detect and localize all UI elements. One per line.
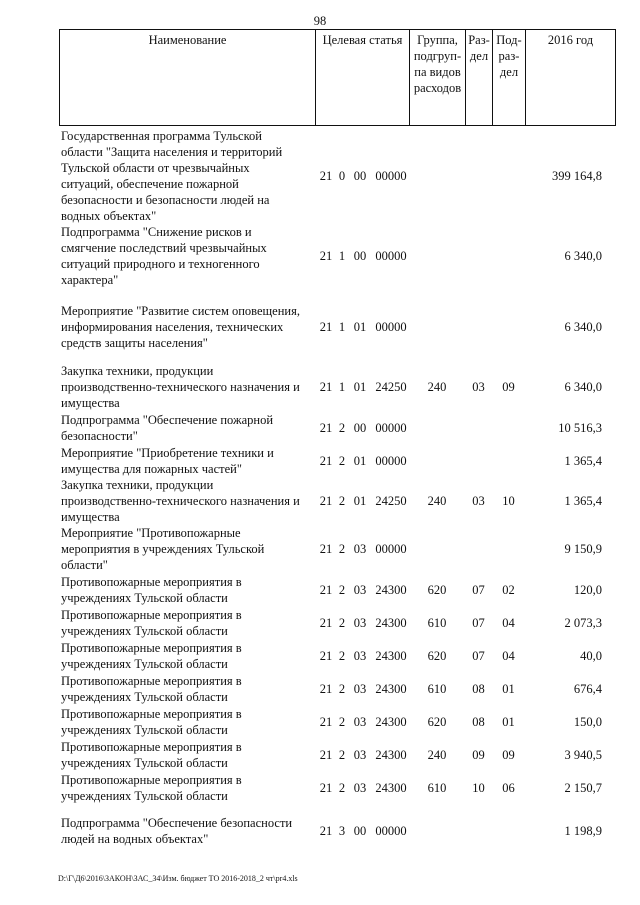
row-name: Подпрограмма "Снижение рисков и смягчение последствий чрезвычайных ситуаций природного и техногенного характера" xyxy=(61,225,267,287)
target-measure: 03 xyxy=(353,615,367,630)
target-subprogram: 2 xyxy=(338,714,346,729)
expense-group: 610 xyxy=(427,615,447,630)
target-direction: 24300 xyxy=(375,747,407,762)
table-header xyxy=(59,29,616,126)
target-direction: 00000 xyxy=(375,823,407,838)
target-subprogram: 2 xyxy=(338,780,346,795)
amount-2016: 6 340,0 xyxy=(564,249,602,263)
target-program: 21 xyxy=(319,648,333,663)
row-name: Противопожарные мероприятия в учреждениях Тульской области xyxy=(61,574,242,605)
expense-group: 610 xyxy=(427,681,447,696)
header-section: Раз- дел xyxy=(466,30,493,125)
target-direction: 00000 xyxy=(375,320,407,334)
target-program: 21 xyxy=(319,169,333,183)
table-row xyxy=(59,606,616,639)
amount-2016: 40,0 xyxy=(580,648,602,663)
table-row xyxy=(59,363,616,411)
target-measure: 00 xyxy=(353,420,367,435)
header-group: Группа, подгруп- па видов расходов xyxy=(410,30,466,125)
amount-2016: 1 365,4 xyxy=(564,494,602,508)
amount-2016: 2 150,7 xyxy=(564,780,602,795)
amount-2016: 9 150,9 xyxy=(564,542,602,556)
table-row xyxy=(59,477,616,525)
target-subprogram: 2 xyxy=(338,420,346,435)
row-name: Мероприятие "Приобретение техники и имущества для пожарных частей" xyxy=(61,445,274,476)
table-row xyxy=(59,525,616,573)
target-measure: 03 xyxy=(353,780,367,795)
target-subprogram: 1 xyxy=(338,380,346,394)
target-subprogram: 2 xyxy=(338,453,346,468)
expense-group: 240 xyxy=(427,747,447,762)
target-program: 21 xyxy=(319,681,333,696)
target-program: 21 xyxy=(319,249,333,263)
target-subprogram: 2 xyxy=(338,615,346,630)
section-code: 07 xyxy=(472,615,485,630)
page-number: 98 xyxy=(313,14,327,28)
target-program: 21 xyxy=(319,780,333,795)
target-measure: 01 xyxy=(353,494,367,508)
target-subprogram: 0 xyxy=(338,169,346,183)
row-name: Противопожарные мероприятия в учреждениях Тульской области xyxy=(61,673,242,704)
table-row xyxy=(59,573,616,606)
row-name: Мероприятие "Противопожарные мероприятия в учреждениях Тульской области" xyxy=(61,526,265,572)
header-subsection: Под- раз- дел xyxy=(493,30,526,125)
expense-group: 620 xyxy=(427,582,447,597)
target-direction: 24300 xyxy=(375,582,407,597)
table-row xyxy=(59,224,616,288)
table-row xyxy=(59,128,616,224)
target-subprogram: 1 xyxy=(338,249,346,263)
target-direction: 00000 xyxy=(375,169,407,183)
subsection-code: 09 xyxy=(502,380,515,394)
subsection-code: 09 xyxy=(502,747,515,762)
target-direction: 24300 xyxy=(375,648,407,663)
section-code: 09 xyxy=(472,747,485,762)
section-code: 03 xyxy=(472,494,485,508)
subsection-code: 10 xyxy=(502,494,515,508)
target-subprogram: 2 xyxy=(338,582,346,597)
row-name: Противопожарные мероприятия в учреждениях Тульской области xyxy=(61,607,242,638)
subsection-code: 01 xyxy=(502,681,515,696)
target-measure: 01 xyxy=(353,380,367,394)
section-code: 08 xyxy=(472,681,485,696)
amount-2016: 1 365,4 xyxy=(564,453,602,468)
amount-2016: 120,0 xyxy=(573,582,602,597)
header-name: Наименование xyxy=(60,30,316,125)
header-target: Целевая статья xyxy=(316,30,410,125)
table-row xyxy=(59,814,616,847)
amount-2016: 2 073,3 xyxy=(564,615,602,630)
target-measure: 03 xyxy=(353,714,367,729)
table-row xyxy=(59,411,616,444)
target-program: 21 xyxy=(319,747,333,762)
target-measure: 03 xyxy=(353,648,367,663)
expense-group: 620 xyxy=(427,648,447,663)
table-row xyxy=(59,705,616,738)
target-direction: 00000 xyxy=(375,249,407,263)
subsection-code: 02 xyxy=(502,582,515,597)
table-row xyxy=(59,738,616,771)
amount-2016: 6 340,0 xyxy=(564,320,602,334)
subsection-code: 04 xyxy=(502,615,515,630)
amount-2016: 10 516,3 xyxy=(558,420,602,435)
row-name: Противопожарные мероприятия в учреждениях Тульской области xyxy=(61,739,242,770)
target-direction: 24250 xyxy=(375,494,407,508)
row-name: Подпрограмма "Обеспечение пожарной безопасности" xyxy=(61,412,274,443)
target-program: 21 xyxy=(319,714,333,729)
target-program: 21 xyxy=(319,542,333,556)
table-row xyxy=(59,771,616,804)
expense-group: 240 xyxy=(427,380,447,394)
row-name: Мероприятие "Развитие систем оповещения, информирования населения, технических средств защиты населения" xyxy=(61,304,300,350)
header-year: 2016 год xyxy=(547,33,594,47)
target-measure: 03 xyxy=(353,747,367,762)
target-direction: 24250 xyxy=(375,380,407,394)
target-subprogram: 2 xyxy=(338,494,346,508)
amount-2016: 399 164,8 xyxy=(552,169,602,183)
target-subprogram: 2 xyxy=(338,681,346,696)
target-program: 21 xyxy=(319,320,333,334)
amount-2016: 3 940,5 xyxy=(564,747,602,762)
amount-2016: 1 198,9 xyxy=(564,823,602,838)
target-measure: 03 xyxy=(353,582,367,597)
amount-2016: 676,4 xyxy=(573,681,602,696)
row-name: Государственная программа Тульской области "Защита населения и территорий Тульской области от чрезвычайных ситуаций, обеспечение пожарной безопасности и безопасности людей на водных объектах" xyxy=(61,129,283,223)
target-program: 21 xyxy=(319,823,333,838)
target-subprogram: 1 xyxy=(338,320,346,334)
target-program: 21 xyxy=(319,494,333,508)
target-measure: 00 xyxy=(353,823,367,838)
subsection-code: 06 xyxy=(502,780,515,795)
target-measure: 01 xyxy=(353,453,367,468)
section-code: 08 xyxy=(472,714,485,729)
section-code: 10 xyxy=(472,780,485,795)
target-program: 21 xyxy=(319,582,333,597)
target-program: 21 xyxy=(319,453,333,468)
section-code: 07 xyxy=(472,648,485,663)
target-measure: 03 xyxy=(353,681,367,696)
target-direction: 00000 xyxy=(375,542,407,556)
target-measure: 00 xyxy=(353,169,367,183)
section-code: 03 xyxy=(472,380,485,394)
table-row xyxy=(59,444,616,477)
target-program: 21 xyxy=(319,615,333,630)
target-subprogram: 3 xyxy=(338,823,346,838)
target-direction: 24300 xyxy=(375,615,407,630)
table-body xyxy=(59,128,616,847)
table-row xyxy=(59,639,616,672)
section-code: 07 xyxy=(472,582,485,597)
table-row xyxy=(59,672,616,705)
row-name: Противопожарные мероприятия в учреждениях Тульской области xyxy=(61,640,242,671)
target-direction: 00000 xyxy=(375,420,407,435)
target-subprogram: 2 xyxy=(338,542,346,556)
expense-group: 240 xyxy=(427,494,447,508)
expense-group: 610 xyxy=(427,780,447,795)
row-name: Подпрограмма "Обеспечение безопасности людей на водных объектах" xyxy=(61,815,293,846)
row-name: Противопожарные мероприятия в учреждениях Тульской области xyxy=(61,706,242,737)
subsection-code: 04 xyxy=(502,648,515,663)
target-direction: 24300 xyxy=(375,780,407,795)
subsection-code: 01 xyxy=(502,714,515,729)
row-name: Закупка техники, продукции производственно-технического назначения и имущества xyxy=(61,364,300,410)
target-program: 21 xyxy=(319,380,333,394)
target-measure: 00 xyxy=(353,249,367,263)
target-measure: 01 xyxy=(353,320,367,334)
file-path-footer: D:\Г\Д6\2016\ЗАКОН\ЗАС_34\Изм. бюджет ТО 2016-2018_2 чт\pr4.xls xyxy=(58,874,298,883)
target-subprogram: 2 xyxy=(338,648,346,663)
row-name: Противопожарные мероприятия в учреждениях Тульской области xyxy=(61,772,242,803)
target-direction: 24300 xyxy=(375,714,407,729)
table-row xyxy=(59,303,616,351)
target-subprogram: 2 xyxy=(338,747,346,762)
target-measure: 03 xyxy=(353,542,367,556)
target-program: 21 xyxy=(319,420,333,435)
row-name: Закупка техники, продукции производственно-технического назначения и имущества xyxy=(61,478,300,524)
target-direction: 24300 xyxy=(375,681,407,696)
amount-2016: 6 340,0 xyxy=(564,380,602,394)
amount-2016: 150,0 xyxy=(573,714,602,729)
expense-group: 620 xyxy=(427,714,447,729)
target-direction: 00000 xyxy=(375,453,407,468)
